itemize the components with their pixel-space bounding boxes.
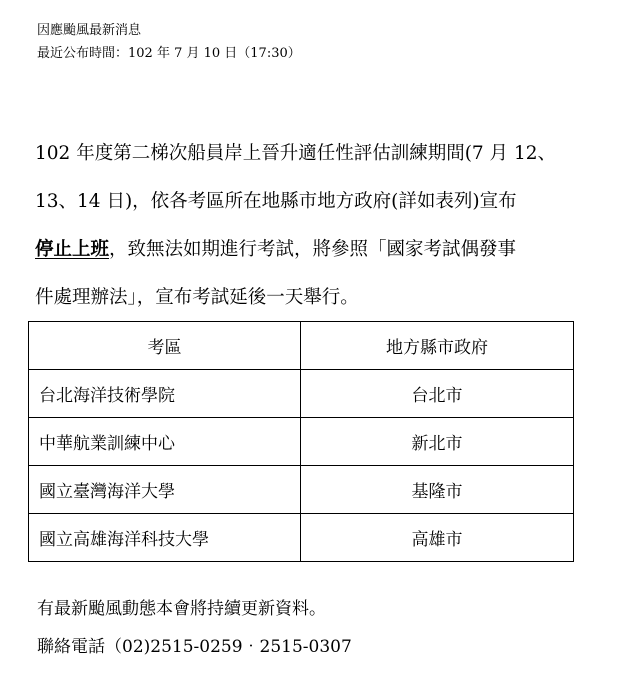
footer: [37, 590, 352, 666]
cell-government: 基隆市: [301, 466, 574, 514]
update-note: 有最新颱風動態本會將持續更新資料。: [37, 599, 326, 619]
table-header-row: [29, 322, 574, 370]
announcement-line-4: 件處理辦法」，宣布考試延後一天舉行。: [35, 287, 359, 308]
header-exam-region: 考區: [29, 322, 301, 370]
cell-site: 台北海洋技術學院: [29, 370, 301, 418]
table-row: [29, 466, 574, 514]
cell-site: 國立高雄海洋科技大學: [29, 514, 301, 562]
notice-title: 因應颱風最新消息: [37, 23, 142, 38]
header: [37, 19, 301, 65]
publish-time: 最近公布時間：102 年 7 月 10 日（17:30）: [37, 46, 301, 61]
table-row: [29, 370, 574, 418]
announcement-line-3: [35, 226, 620, 274]
cell-government: 新北市: [301, 418, 574, 466]
emphasis-stop-work: 停止上班: [35, 239, 110, 260]
cell-government: 台北市: [301, 370, 574, 418]
table-row: [29, 418, 574, 466]
cell-site: 國立臺灣海洋大學: [29, 466, 301, 514]
announcement-text: [35, 130, 620, 322]
header-local-government: 地方縣市政府: [301, 322, 574, 370]
announcement-line-3-rest: ，致無法如期進行考試，將參照「國家考試偶發事: [109, 239, 517, 260]
exam-region-table: [28, 321, 574, 562]
table-row: [29, 514, 574, 562]
contact-phone: 聯絡電話（02)2515-0259‧2515-0307: [37, 637, 352, 657]
cell-site: 中華航業訓練中心: [29, 418, 301, 466]
announcement-line-1: 102 年度第二梯次船員岸上晉升適任性評估訓練期間(7 月 12、: [35, 143, 556, 164]
announcement-line-2: 13、14 日)，依各考區所在地縣市地方政府(詳如表列)宣布: [35, 191, 517, 212]
cell-government: 高雄市: [301, 514, 574, 562]
